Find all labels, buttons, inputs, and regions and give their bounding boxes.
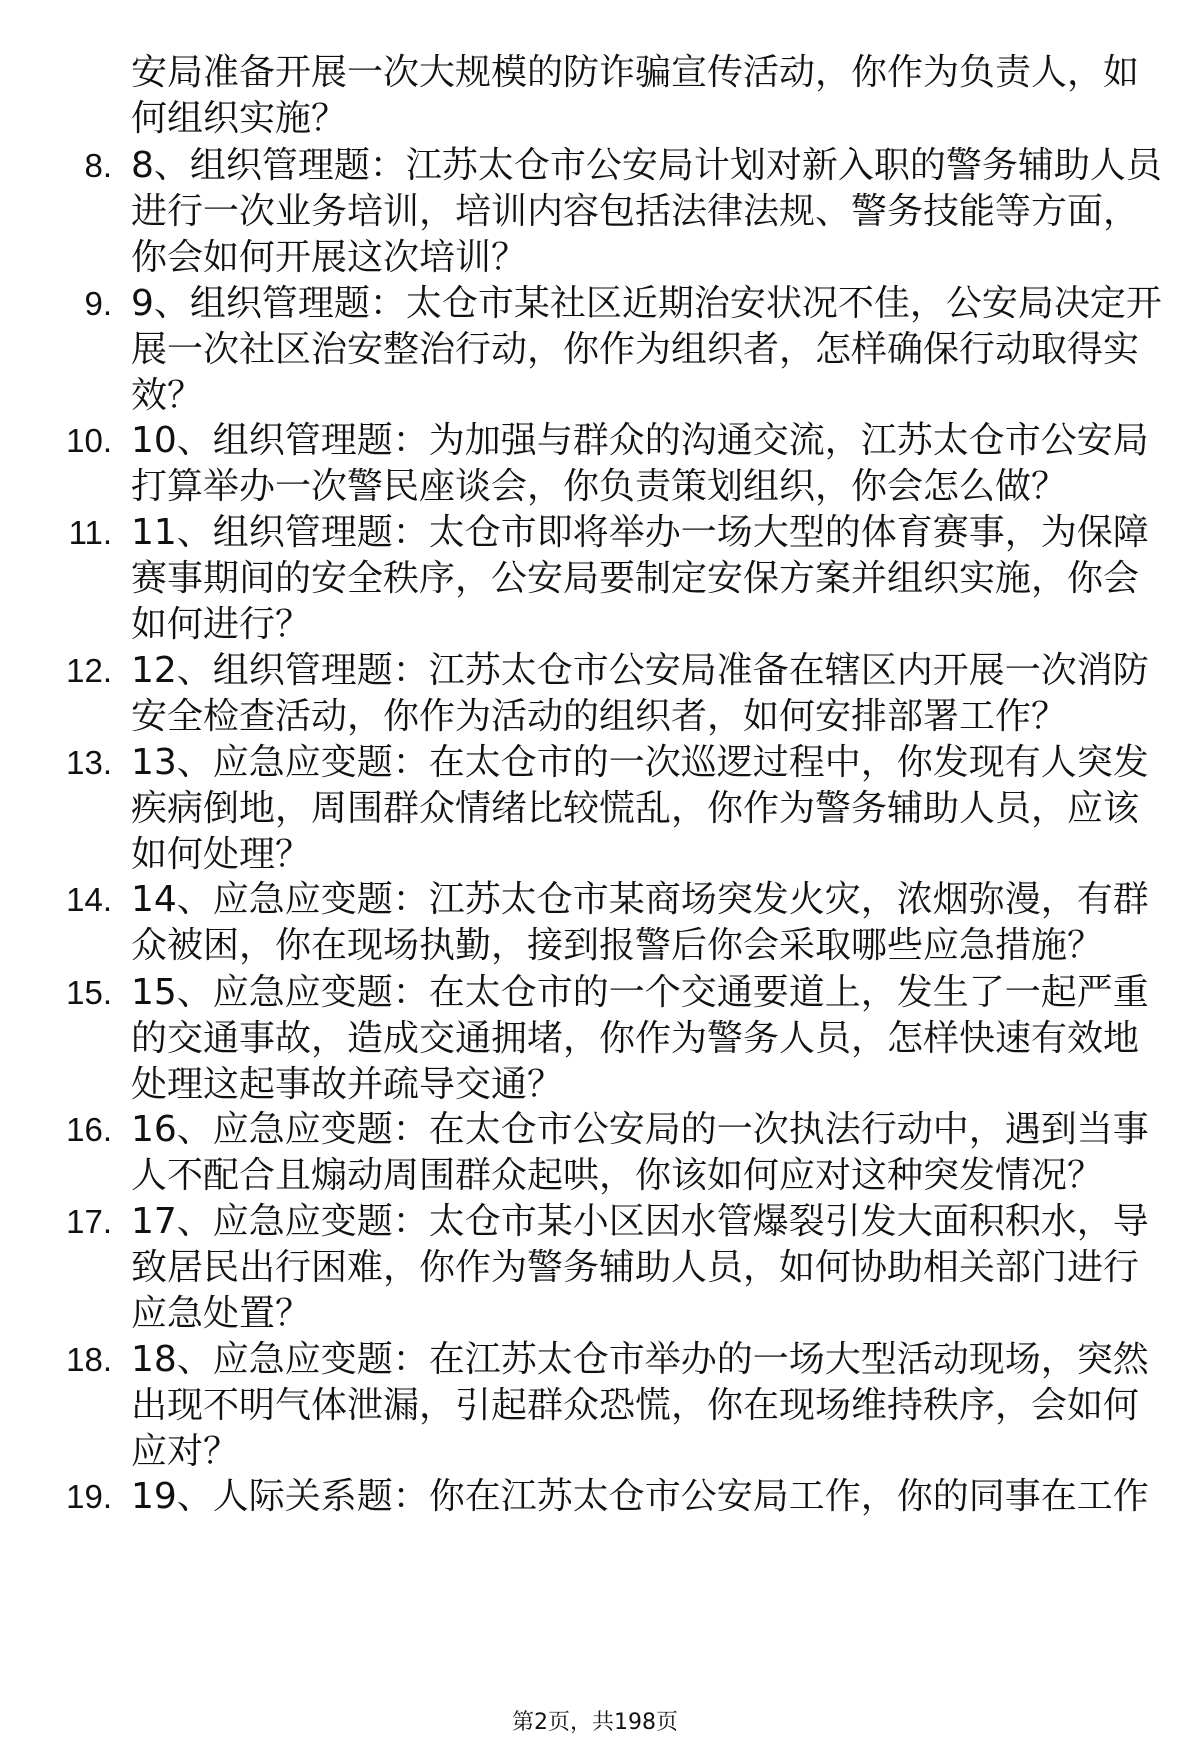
- item-number: 17.: [66, 1203, 112, 1240]
- page-number: 第2页，共198页: [512, 1710, 678, 1735]
- item-number: 10.: [66, 422, 112, 459]
- item-text: 10、组织管理题：为加强与群众的沟通交流，江苏太仓市公安局打算举办一次警民座谈会，你负责策划组织，你会怎么做？: [131, 420, 1149, 507]
- item-text: 17、应急应变题：太仓市某小区因水管爆裂引发大面积积水，导致居民出行困难，你作为警务辅助人员，如何协助相关部门进行应急处置？: [131, 1201, 1149, 1334]
- item-number: 19.: [66, 1478, 112, 1515]
- item-text: 16、应急应变题：在太仓市公安局的一次执法行动中，遇到当事人不配合且煽动周围群众起哄，你该如何应对这种突发情况？: [131, 1109, 1149, 1196]
- item-number: 12.: [66, 652, 112, 689]
- item-number: 15.: [66, 974, 112, 1011]
- item-number: 13.: [66, 744, 112, 781]
- item-text: 11、组织管理题：太仓市即将举办一场大型的体育赛事，为保障赛事期间的安全秩序，公安局要制定安保方案并组织实施，你会如何进行？: [131, 512, 1149, 645]
- item-text: 15、应急应变题：在太仓市的一个交通要道上，发生了一起严重的交通事故，造成交通拥堵，你作为警务人员，怎样快速有效地处理这起事故并疏导交通？: [131, 972, 1149, 1105]
- item-number: 8.: [84, 147, 112, 184]
- item-text: 19、人际关系题：你在江苏太仓市公安局工作，你的同事在工作: [131, 1476, 1149, 1517]
- item-number: 9.: [84, 285, 112, 322]
- item-text: 8、组织管理题：江苏太仓市公安局计划对新入职的警务辅助人员进行一次业务培训，培训内容包括法律法规、警务技能等方面，你会如何开展这次培训？: [131, 145, 1162, 278]
- item-text: 14、应急应变题：江苏太仓市某商场突发火灾，浓烟弥漫，有群众被困，你在现场执勤，接到报警后你会采取哪些应急措施？: [131, 879, 1149, 966]
- item-number: 11.: [68, 514, 112, 551]
- item-text: 12、组织管理题：江苏太仓市公安局准备在辖区内开展一次消防安全检查活动，你作为活动的组织者，如何安排部署工作？: [131, 650, 1149, 737]
- item-text: 18、应急应变题：在江苏太仓市举办的一场大型活动现场，突然出现不明气体泄漏，引起群众恐慌，你在现场维持秩序，会如何应对？: [131, 1339, 1149, 1472]
- item-text: 13、应急应变题：在太仓市的一次巡逻过程中，你发现有人突发疾病倒地，周围群众情绪比较慌乱，你作为警务辅助人员，应该如何处理？: [131, 742, 1149, 875]
- item-number: 14.: [66, 881, 112, 918]
- item-text: 9、组织管理题：太仓市某社区近期治安状况不佳，公安局决定开展一次社区治安整治行动，你作为组织者，怎样确保行动取得实效？: [131, 283, 1162, 416]
- item-number: 18.: [66, 1341, 112, 1378]
- continuation-text: 安局准备开展一次大规模的防诈骗宣传活动，你作为负责人，如何组织实施？: [131, 52, 1140, 139]
- item-number: 16.: [66, 1111, 112, 1148]
